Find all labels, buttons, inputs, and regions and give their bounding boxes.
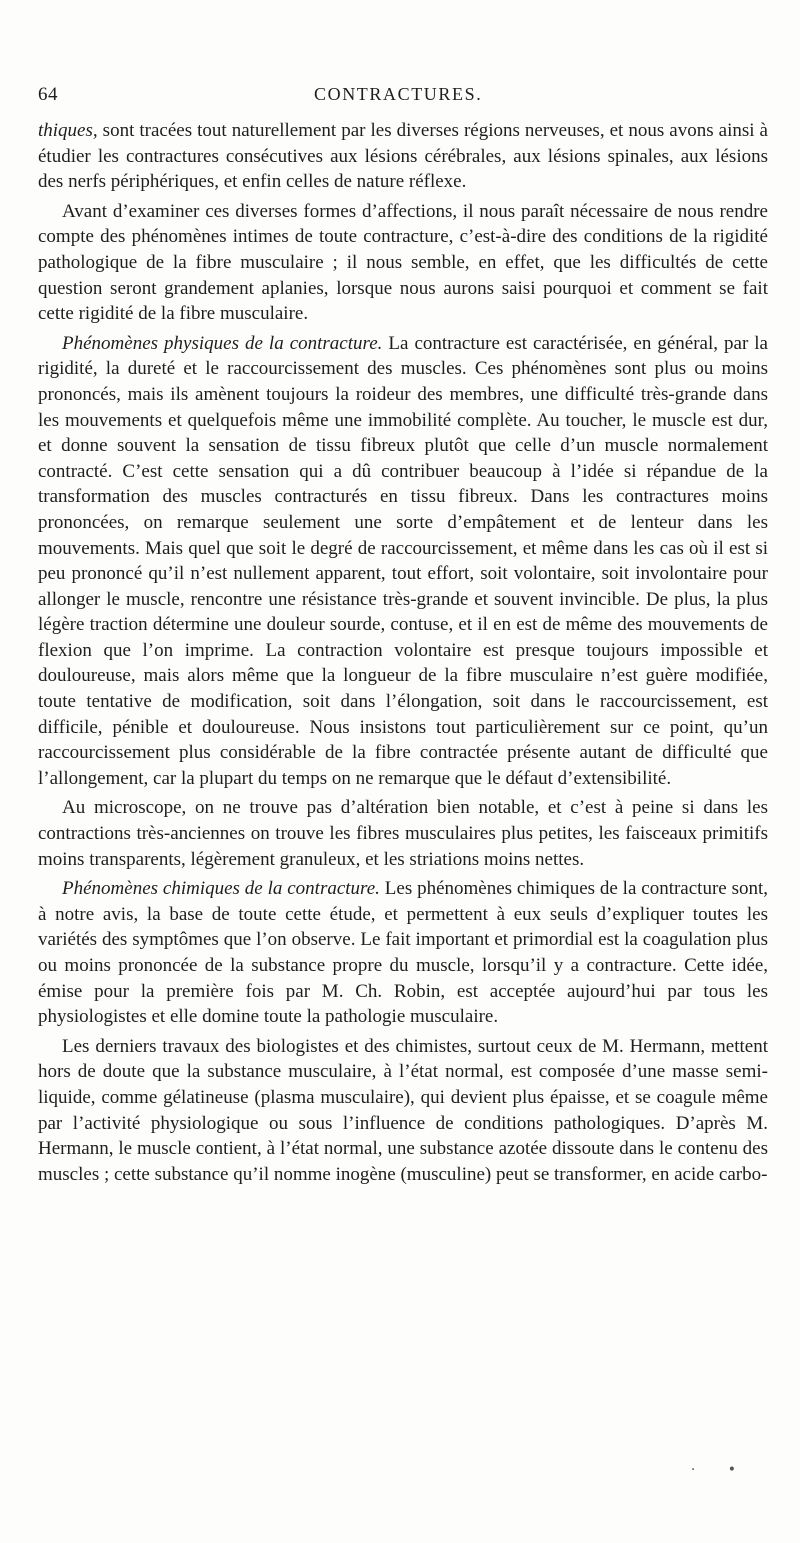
paragraph-physical-phenomena <box>38 331 768 792</box>
running-title: CONTRACTURES. <box>314 84 483 104</box>
paragraph-text: Au microscope, on ne trouve pas d’altération bien notable, et c’est à peine si dans les contractions très-anciennes on trouve les fibres musculaires plus petites, les faisceaux primitifs moins transparents, légèrement granuleux, et les striations moins nettes. <box>38 797 768 870</box>
paragraph-text: La contracture est caractérisée, en général, par la rigidité, la dureté et le raccourcissement des muscles. Ces phénomènes sont plus ou moins prononcés, mais ils amènent toujours la roideur des membres, une difficulté très-grande dans les mouvements et quelquefois même une immobilité complète. Au toucher, le muscle est dur, et donne souvent la sensation de tissu fibreux plutôt que celle d’un muscle normalement contracté. C’est cette sensation qui a dû contribuer beaucoup à l’idée si répandue de la transformation des muscles contracturés en tissu fibreux. Dans les contractures moins prononcées, on remarque seulement une sorte d’empâtement et de lenteur dans les mouvements. Mais quel que soit le degré de raccourcissement, et même dans les cas où il est si peu prononcé qu’il n’est nullement apparent, tout effort, soit volontaire, soit involontaire pour allonger le muscle, rencontre une résistance très-grande et souvent invincible. De plus, la plus légère traction détermine une douleur sourde, contuse, et il en est de même des mouvements de flexion que l’on imprime. La contraction volontaire est presque toujours impossible et douloureuse, mais alors même que la longueur de la fibre musculaire n’est guère modifiée, toute tentative de modification, soit dans l’élongation, soit dans le raccourcissement, est difficile, pénible et douloureuse. Nous insistons tout particulièrement sur ce point, qu’un raccourcissement plus considérable de la fibre contractée présente autant de difficulté que l’allongement, car la plupart du temps on ne remarque que le défaut d’extensibilité. <box>38 332 768 789</box>
paragraph-text: Les derniers travaux des biologistes et des chimistes, surtout ceux de M. Hermann, mettent hors de doute que la substance musculaire, à l’état normal, est composée d’une masse semi-liquide, comme gélatineuse (plasma musculaire), qui devient plus épaisse, et se coagule même par l’activité physiologique ou sous l’influence de conditions pathologiques. D’après M. Hermann, le muscle contient, à l’état normal, une substance azotée dissoute dans le contenu des muscles ; cette substance qu’il nomme inogène (musculine) peut se transformer, en acide carbo- <box>38 1035 768 1185</box>
paragraph-text: Avant d’examiner ces diverses formes d’affections, il nous paraît nécessaire de nous rendre compte des phénomènes intimes de toute contracture, c’est-à-dire des conditions de la rigidité pathologique de la fibre musculaire ; il nous semble, en effet, que les difficultés de cette question seront grandement aplanies, lorsque nous aurons saisi pourquoi et comment se fait cette rigidité de la fibre musculaire. <box>38 200 768 325</box>
paragraph-text: Les phénomènes chimiques de la contracture sont, à notre avis, la base de toute cette étude, et permettent à eux seuls d’expliquer toutes les variétés des symptômes que l’on observe. Le fait important et primordial est la coagulation plus ou moins prononcée de la substance propre du muscle, lorsqu’il y a contracture. Cette idée, émise pour la première fois par M. Ch. Robin, est acceptée aujourd’hui par tous les physiologistes et elle domine toute la pathologie musculaire. <box>38 878 768 1028</box>
paragraph-chemical-phenomena <box>38 876 768 1030</box>
section-heading-inline: Phénomènes physiques de la contracture. <box>62 332 383 354</box>
print-specks: · • <box>690 1462 750 1478</box>
body-text <box>38 118 768 1191</box>
page-number: 64 <box>38 84 58 105</box>
paragraph-lead: thiques, <box>38 120 98 141</box>
paragraph <box>38 1034 768 1188</box>
paragraph-continuation <box>38 118 768 195</box>
paragraph <box>38 795 768 872</box>
running-head <box>38 84 768 108</box>
section-heading-inline: Phénomènes chimiques de la contracture. <box>62 878 380 900</box>
paragraph-text: sont tracées tout naturellement par les diverses régions nerveuses, et nous avons ainsi à étudier les contractures consécutives aux lésions cérébrales, aux lésions spinales, aux lésions des nerfs périphériques, et enfin celles de nature réflexe. <box>38 120 768 193</box>
paragraph <box>38 199 768 327</box>
